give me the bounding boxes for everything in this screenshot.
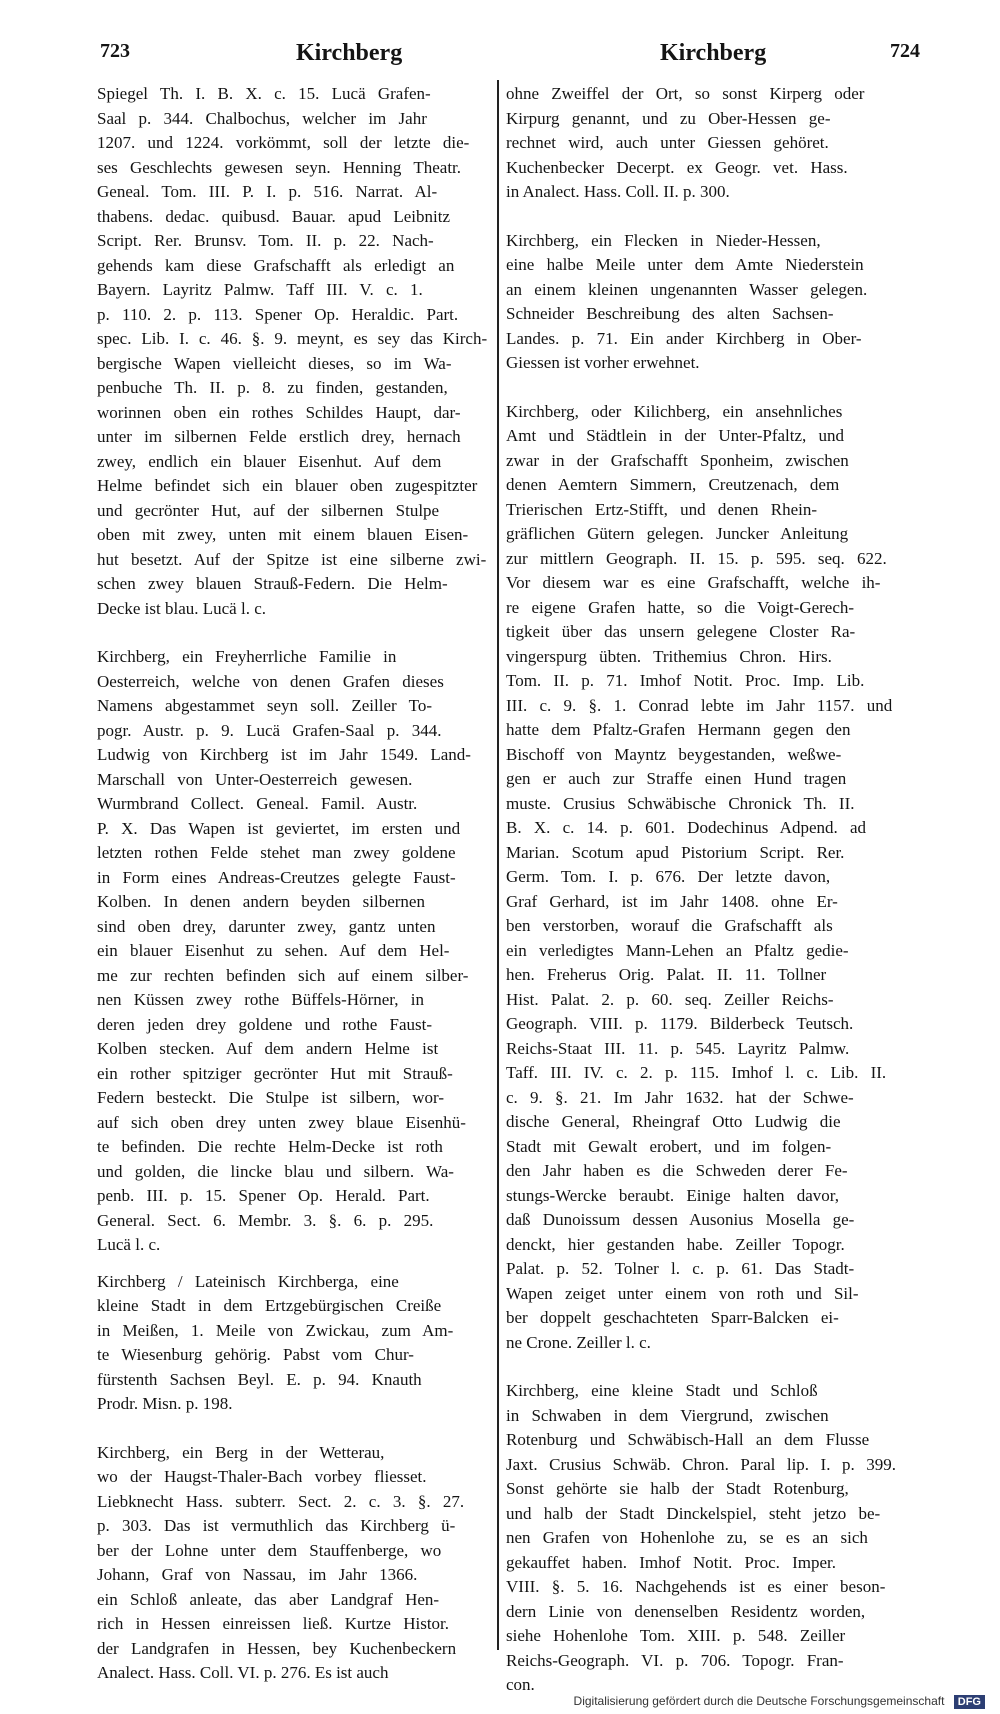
text-line: Spiegel Th. I. B. X. c. 15. Lucä Grafen- — [97, 84, 431, 103]
text-line: Tom. II. p. 71. Imhof Notit. Proc. Imp. Lib. — [506, 671, 865, 690]
page-number-left: 723 — [100, 40, 130, 62]
text-line: Landes. p. 71. Ein ander Kirchberg in Ober- — [506, 328, 862, 348]
text-line: Kolben. In denen andern beyden silbernen — [97, 892, 425, 911]
entry-left-4 — [97, 1441, 487, 1686]
text-line: denen Aemtern Simmern, Creutzenach, dem — [506, 475, 840, 494]
text-line: VIII. §. 5. 16. Nachgehends ist es einer beson- — [506, 1577, 886, 1596]
text-line: Prodr. Misn. p. 198. — [97, 1394, 233, 1413]
text-line: Kuchenbecker Decerpt. ex Geogr. vet. Hass. — [506, 157, 848, 177]
text-line: ne Crone. Zeiller l. c. — [506, 1332, 651, 1352]
page-number-right: 724 — [890, 40, 920, 62]
text-line: deren jeden drey goldene und rothe Faust- — [97, 1014, 433, 1034]
text-line: Jaxt. Crusius Schwäb. Chron. Paral lip. I. p. 399. — [506, 1454, 896, 1474]
text-line: ber doppelt geschachteten Sparr-Balcken ei- — [506, 1308, 839, 1327]
text-line: fürstenth Sachsen Beyl. E. p. 94. Knauth — [97, 1369, 422, 1389]
text-line: in Form eines Andreas-Creutzes gelegte Faust- — [97, 867, 456, 887]
text-line: Giessen ist vorher erwehnet. — [506, 353, 700, 372]
text-column-right — [506, 82, 896, 1698]
text-line: oben mit zwey, unten mit einem blauen Eisen- — [97, 525, 469, 544]
text-line: ein rother spitziger gecrönter Hut mit Strauß- — [97, 1063, 453, 1083]
text-line: Kirchberg, ein Freyherrliche Familie in — [97, 647, 397, 666]
text-line: kleine Stadt in dem Ertzgebürgischen Creiße — [97, 1296, 442, 1315]
text-line: Namens abgestammet seyn soll. Zeiller To- — [97, 696, 432, 715]
text-line: Bayern. Layritz Palmw. Taff III. V. c. 1. — [97, 280, 423, 299]
text-line: re eigene Grafen hatte, so die Voigt-Gerech- — [506, 597, 855, 617]
footer — [0, 1694, 985, 1710]
text-line: Kirpurg genannt, und zu Ober-Hessen ge- — [506, 108, 831, 128]
text-line: Marian. Scotum apud Pistorium Script. Rer. — [506, 842, 845, 862]
text-line: gekauffet haben. Imhof Notit. Proc. Imper. — [506, 1552, 837, 1572]
entry-left-2 — [97, 645, 487, 1258]
text-line: und gecrönter Hut, auf der silbernen Stulpe — [97, 500, 440, 520]
text-line: auf sich oben drey unten zwey blaue Eisenhü- — [97, 1112, 466, 1132]
entry-left-3 — [97, 1270, 487, 1417]
text-line: Rotenburg und Schwäbisch-Hall an dem Flusse — [506, 1430, 870, 1449]
running-title-left: Kirchberg — [296, 40, 403, 66]
text-line: letzten rothen Felde stehet man zwey goldene — [97, 843, 456, 862]
text-line: General. Sect. 6. Membr. 3. §. 6. p. 295. — [97, 1210, 434, 1230]
text-line: tigkeit über das unsern gelegene Closter Ra- — [506, 622, 856, 641]
text-line: Saal p. 344. Chalbochus, welcher im Jahr — [97, 108, 427, 128]
text-line: rich in Hessen einreissen ließ. Kurtze Histor. — [97, 1614, 450, 1633]
text-line: zwey, endlich ein blauer Eisenhut. Auf dem — [97, 451, 442, 471]
text-line: ber der Lohne unter dem Stauffenberge, wo — [97, 1540, 442, 1560]
text-line: B. X. c. 14. p. 601. Dodechinus Adpend. ad — [506, 818, 867, 837]
text-line: Kolben stecken. Auf dem andern Helme ist — [97, 1039, 439, 1058]
text-line: schen zwey blauen Strauß-Federn. Die Helm- — [97, 574, 448, 593]
text-line: Reichs-Geograph. VI. p. 706. Topogr. Fran- — [506, 1650, 844, 1670]
text-line: Trierischen Ertz-Stifft, und denen Rhein- — [506, 499, 818, 519]
text-line: in Analect. Hass. Coll. II. p. 300. — [506, 182, 730, 201]
text-line: dern Linie von denenselben Residentz worden, — [506, 1601, 866, 1621]
text-line: Wurmbrand Collect. Geneal. Famil. Austr. — [97, 794, 418, 813]
text-line: Wapen zeiget unter einem von roth und Sil- — [506, 1283, 859, 1303]
text-line: Lucä l. c. — [97, 1235, 161, 1254]
text-line: ben verstorben, worauf die Grafschafft als — [506, 916, 833, 935]
text-line: hen. Freherus Orig. Palat. II. 11. Tollner — [506, 965, 827, 984]
text-line: Helme befindet sich ein blauer oben zugespitzter — [97, 476, 478, 495]
footer-credit: Digitalisierung gefördert durch die Deutsche Forschungsgemeinschaft — [573, 1694, 945, 1708]
text-line: spec. Lib. I. c. 46. §. 9. meynt, es sey das Kirch- — [97, 329, 487, 348]
text-line: Script. Rer. Brunsv. Tom. II. p. 22. Nach- — [97, 231, 434, 250]
text-line: Ludwig von Kirchberg ist im Jahr 1549. Land- — [97, 745, 471, 764]
text-line: gräflichen Gütern gelegen. Juncker Anleitung — [506, 524, 849, 543]
text-line: Sonst gehörte sie halb der Stadt Rotenburg, — [506, 1479, 849, 1498]
text-line: Taff. III. IV. c. 2. p. 115. Imhof l. c. Lib. II. — [506, 1063, 887, 1082]
text-line: Kirchberg, ein Berg in der Wetterau, — [97, 1442, 385, 1462]
running-title-right: Kirchberg — [660, 40, 767, 66]
text-line: Oesterreich, welche von denen Grafen dieses — [97, 671, 444, 691]
text-line: gehends kam diese Grafschafft als erledigt an — [97, 255, 455, 275]
text-line: p. 110. 2. p. 113. Spener Op. Heraldic. Part. — [97, 304, 459, 324]
entry-right-4 — [506, 1379, 896, 1698]
text-line: hut besetzt. Auf der Spitze ist eine silberne zwi- — [97, 549, 487, 569]
text-line: Analect. Hass. Coll. VI. p. 276. Es ist auch — [97, 1663, 389, 1682]
text-line: Stadt mit Gewalt erobert, und im folgen- — [506, 1136, 832, 1156]
entry-right-2 — [506, 229, 896, 376]
text-line: daß Dunoissum dessen Ausonius Mosella ge- — [506, 1210, 855, 1229]
text-line: gen er auch zur Straffe einen Hund tragen — [506, 769, 847, 788]
text-line: dische General, Rheingraf Otto Ludwig die — [506, 1112, 841, 1131]
entry-right-3 — [506, 400, 896, 1356]
text-line: nen Küssen zwey rothe Büffels-Hörner, in — [97, 990, 424, 1009]
dfg-logo: DFG — [954, 1695, 985, 1709]
text-line: sind oben drey, darunter zwey, gantz unten — [97, 916, 436, 936]
text-line: me zur rechten befinden sich auf einem silber- — [97, 965, 469, 985]
text-line: Hist. Palat. 2. p. 60. seq. Zeiller Reichs- — [506, 989, 834, 1009]
text-line: zur mittlern Geograph. II. 15. p. 595. seq. 622. — [506, 548, 887, 568]
text-line: ses Geschlechts gewesen seyn. Henning Theatr. — [97, 157, 462, 177]
text-line: Amt und Städtlein in der Unter-Pfaltz, und — [506, 426, 845, 445]
text-line: in Meißen, 1. Meile von Zwickau, zum Am- — [97, 1320, 454, 1340]
text-line: siehe Hohenlohe Tom. XIII. p. 548. Zeiller — [506, 1626, 846, 1645]
text-line: eine halbe Meile unter dem Amte Niederstein — [506, 255, 864, 274]
entry-right-1 — [506, 82, 896, 205]
column-divider — [497, 80, 499, 1650]
text-line: p. 303. Das ist vermuthlich das Kirchberg ü- — [97, 1516, 456, 1535]
text-line: Geograph. VIII. p. 1179. Bilderbeck Teutsch. — [506, 1014, 854, 1033]
text-line: und halb der Stadt Dinckelspiel, steht jetzo be- — [506, 1503, 881, 1523]
text-line: Geneal. Tom. III. P. I. p. 516. Narrat. Al- — [97, 182, 438, 201]
text-line: Graf Gerhard, ist im Jahr 1408. ohne Er- — [506, 891, 838, 911]
text-line: Federn besteckt. Die Stulpe ist silbern, wor- — [97, 1088, 444, 1107]
text-line: bergische Wapen vielleicht dieses, so im Wa- — [97, 353, 452, 373]
text-line: hatte dem Pfaltz-Grafen Hermann gegen den — [506, 720, 851, 739]
text-line: penb. III. p. 15. Spener Op. Herald. Part. — [97, 1186, 430, 1205]
entry-left-1 — [97, 82, 487, 621]
text-line: Kirchberg, oder Kilichberg, ein ansehnliches — [506, 401, 843, 421]
text-column-left — [97, 82, 487, 1686]
text-line: Vor diesem war es eine Grafschafft, welche ih- — [506, 573, 881, 592]
text-line: ein verledigtes Mann-Lehen an Pfaltz gedie- — [506, 940, 849, 960]
text-line: ein Schloß anleate, das aber Landgraf Hen- — [97, 1589, 440, 1609]
text-line: und golden, die lincke blau und silbern. Wa- — [97, 1161, 454, 1181]
text-line: Kirchberg / Lateinisch Kirchberga, eine — [97, 1271, 399, 1291]
text-line: Kirchberg, ein Flecken in Nieder-Hessen, — [506, 230, 821, 250]
text-line: con. — [506, 1675, 535, 1694]
text-line: te Wiesenburg gehörig. Pabst vom Chur- — [97, 1345, 414, 1364]
text-line: Decke ist blau. Lucä l. c. — [97, 598, 266, 618]
text-line: Kirchberg, eine kleine Stadt und Schloß — [506, 1381, 818, 1400]
text-line: Germ. Tom. I. p. 676. Der letzte davon, — [506, 867, 831, 886]
text-line: III. c. 9. §. 1. Conrad lebte im Jahr 1157. und — [506, 695, 893, 715]
text-line: penbuche Th. II. p. 8. zu finden, gestanden, — [97, 378, 448, 397]
text-line: Johann, Graf von Nassau, im Jahr 1366. — [97, 1565, 418, 1584]
text-line: wo der Haugst-Thaler-Bach vorbey fliesset. — [97, 1467, 427, 1486]
text-line: te befinden. Die rechte Helm-Decke ist roth — [97, 1137, 443, 1156]
text-line: vingerspurg übten. Trithemius Chron. Hirs. — [506, 646, 832, 666]
text-line: muste. Crusius Schwäbische Chronick Th. II. — [506, 793, 855, 813]
text-line: stungs-Wercke beraubt. Einige halten davor, — [506, 1185, 840, 1205]
text-line: Palat. p. 52. Tolner l. c. p. 61. Das Stadt- — [506, 1259, 855, 1278]
text-line: der Landgrafen in Hessen, bey Kuchenbeckern — [97, 1638, 457, 1658]
text-line: an einem kleinen ungenannten Wasser gelegen. — [506, 279, 868, 299]
text-line: zwar in der Grafschafft Sponheim, zwischen — [506, 450, 849, 470]
text-line: 1207. und 1224. vorkömmt, soll der letzte die- — [97, 133, 470, 152]
text-line: Marschall von Unter-Oesterreich gewesen. — [97, 769, 413, 789]
text-line: unter im silbernen Felde erstlich drey, hernach — [97, 427, 461, 446]
text-line: Reichs-Staat III. 11. p. 545. Layritz Palmw. — [506, 1038, 850, 1058]
text-line: nen Grafen von Hohenlohe zu, se es an sich — [506, 1528, 868, 1547]
text-line: den Jahr haben es die Schweden derer Fe- — [506, 1161, 848, 1180]
text-line: denckt, hier gestanden habe. Zeiller Topogr. — [506, 1234, 845, 1254]
page-header — [100, 40, 920, 76]
text-line: Liebknecht Hass. subterr. Sect. 2. c. 3. §. 27. — [97, 1491, 465, 1511]
text-line: rechnet wird, auch unter Giessen gehöret. — [506, 133, 829, 152]
text-line: P. X. Das Wapen ist geviertet, im ersten und — [97, 818, 461, 838]
text-line: pogr. Austr. p. 9. Lucä Grafen-Saal p. 344. — [97, 720, 442, 740]
text-line: worinnen oben ein rothes Schildes Haupt, dar- — [97, 402, 461, 422]
text-line: Schneider Beschreibung des alten Sachsen- — [506, 304, 834, 323]
text-line: ohne Zweiffel der Ort, so sonst Kirperg oder — [506, 84, 865, 103]
text-line: ein blauer Eisenhut zu sehen. Auf dem Hel- — [97, 941, 450, 960]
text-line: in Schwaben in dem Viergrund, zwischen — [506, 1405, 829, 1425]
text-line: c. 9. §. 21. Im Jahr 1632. hat der Schwe- — [506, 1087, 854, 1107]
text-line: Bischoff von Mayntz beygestanden, weßwe- — [506, 744, 842, 764]
text-line: thabens. dedac. quibusd. Bauar. apud Leibnitz — [97, 206, 450, 226]
